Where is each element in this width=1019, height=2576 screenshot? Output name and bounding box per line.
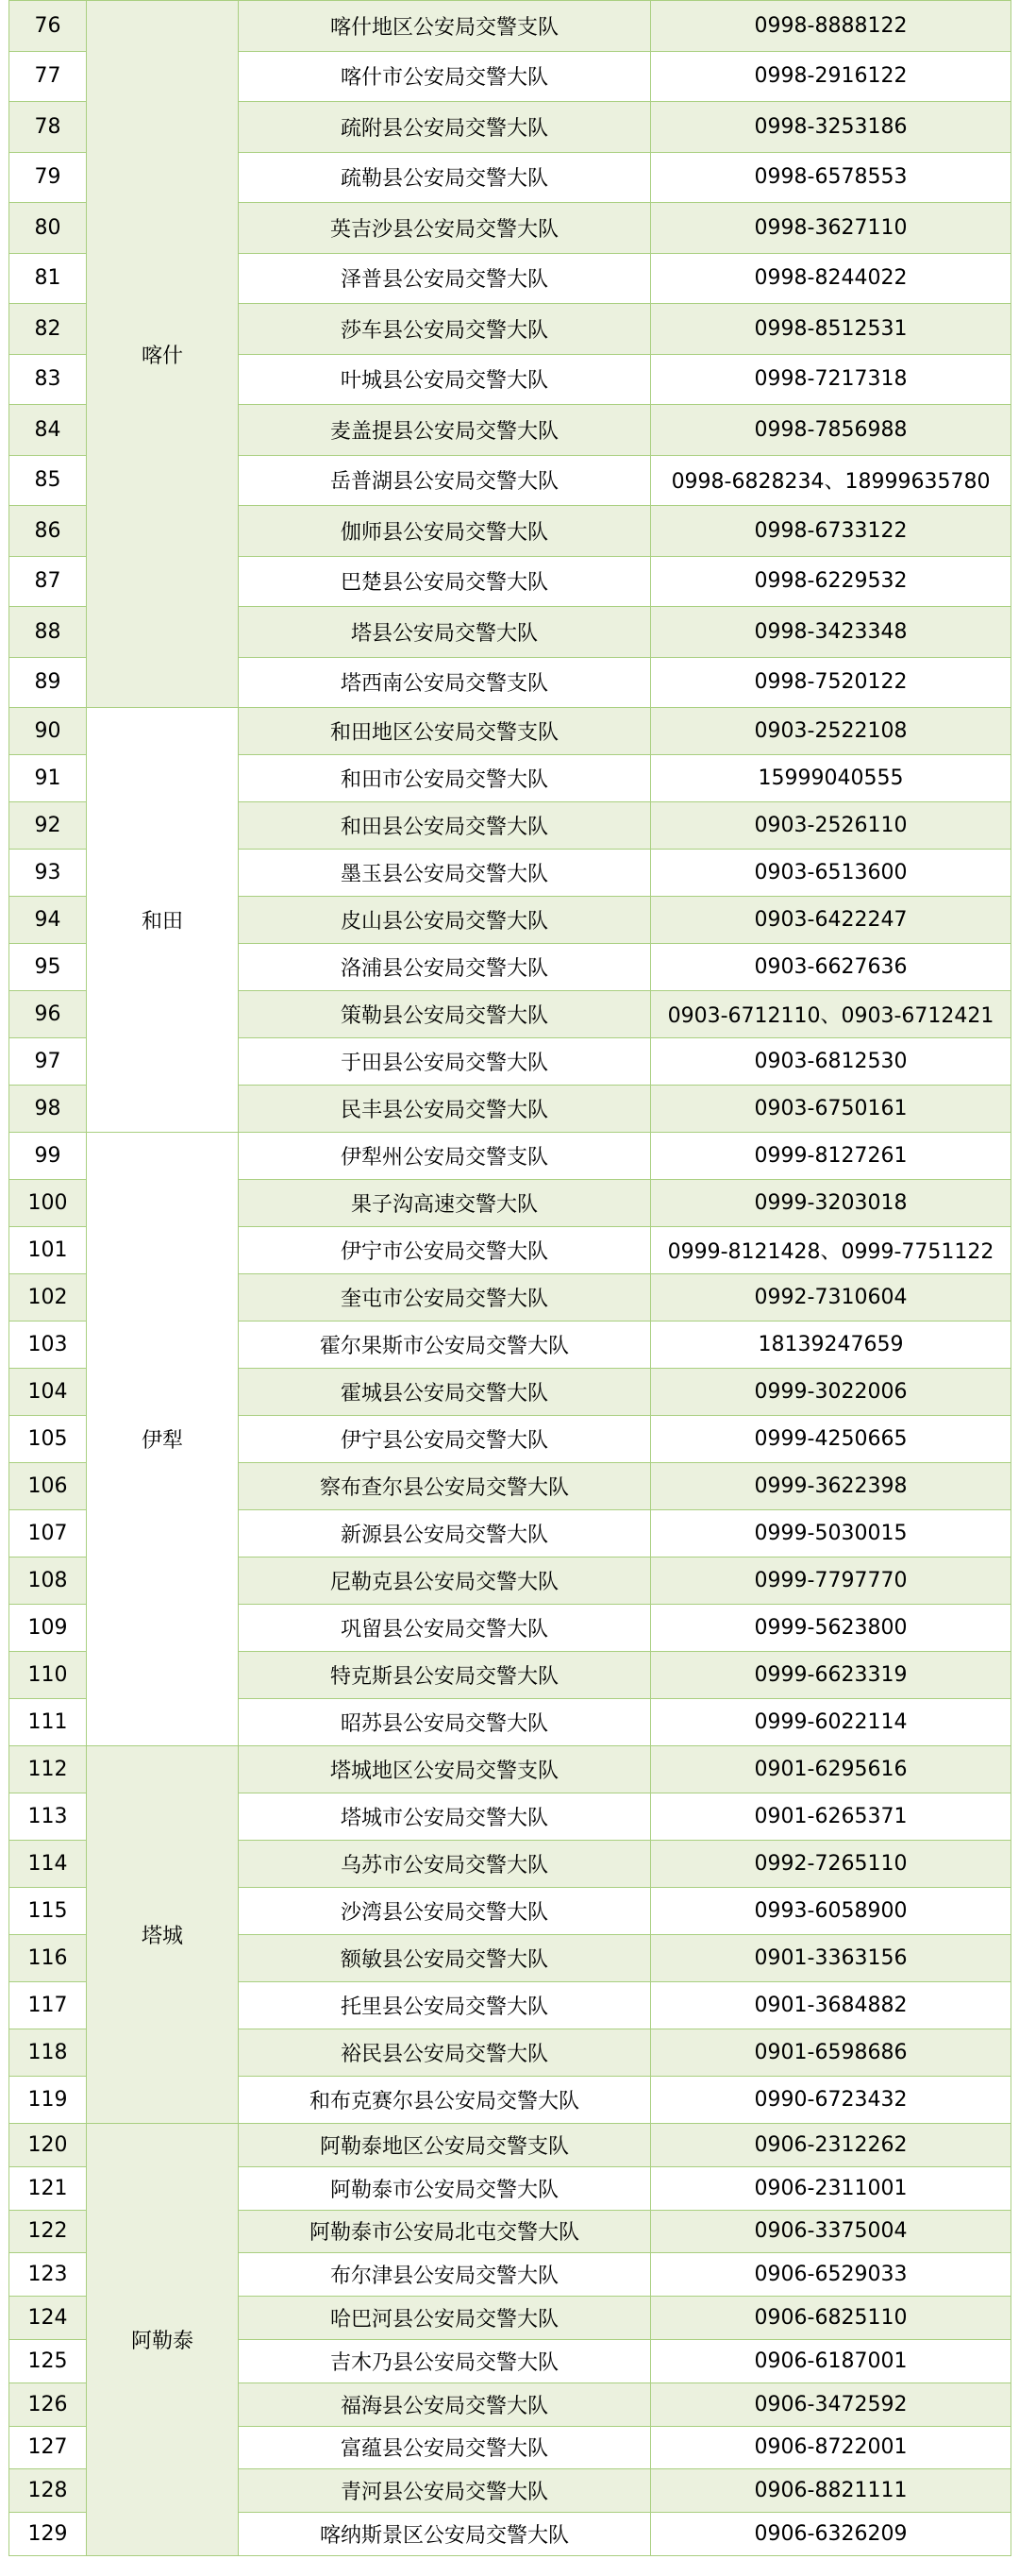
phone-number: 0998-8244022 (651, 253, 1011, 304)
row-number: 112 (9, 1746, 87, 1793)
unit-name: 麦盖提县公安局交警大队 (239, 405, 651, 456)
unit-name: 皮山县公安局交警大队 (239, 897, 651, 944)
row-number: 89 (9, 657, 87, 708)
row-number: 87 (9, 556, 87, 607)
phone-number: 0999-8127261 (651, 1133, 1011, 1180)
phone-number: 0906-6529033 (651, 2253, 1011, 2297)
row-number: 90 (9, 708, 87, 755)
row-number: 105 (9, 1416, 87, 1463)
unit-name: 塔县公安局交警大队 (239, 607, 651, 658)
phone-number: 0906-6326209 (651, 2513, 1011, 2556)
phone-number: 0903-2522108 (651, 708, 1011, 755)
region-cell: 伊犁 (87, 1133, 239, 1746)
phone-number: 0903-6750161 (651, 1086, 1011, 1133)
row-number: 94 (9, 897, 87, 944)
unit-name: 和布克赛尔县公安局交警大队 (239, 2077, 651, 2124)
row-number: 124 (9, 2297, 87, 2340)
phone-number: 0999-7797770 (651, 1557, 1011, 1605)
unit-name: 疏附县公安局交警大队 (239, 102, 651, 153)
unit-name: 特克斯县公安局交警大队 (239, 1652, 651, 1699)
phone-number: 0998-7217318 (651, 354, 1011, 405)
unit-name: 阿勒泰市公安局北屯交警大队 (239, 2210, 651, 2253)
phone-number: 0901-6295616 (651, 1746, 1011, 1793)
row-number: 108 (9, 1557, 87, 1605)
row-number: 79 (9, 152, 87, 203)
unit-name: 阿勒泰地区公安局交警支队 (239, 2124, 651, 2167)
phone-number: 0903-6627636 (651, 944, 1011, 991)
row-number: 123 (9, 2253, 87, 2297)
row-number: 76 (9, 1, 87, 52)
table-row (9, 1746, 1011, 1793)
phone-number: 0993-6058900 (651, 1888, 1011, 1935)
phone-number: 0906-6825110 (651, 2297, 1011, 2340)
row-number: 98 (9, 1086, 87, 1133)
row-number: 83 (9, 354, 87, 405)
table-row (9, 708, 1011, 755)
row-number: 127 (9, 2426, 87, 2469)
phone-number: 0998-6578553 (651, 152, 1011, 203)
unit-name: 塔城地区公安局交警支队 (239, 1746, 651, 1793)
phone-number: 0999-3203018 (651, 1180, 1011, 1227)
phone-number: 0999-6623319 (651, 1652, 1011, 1699)
phone-number: 0903-6712110、0903-6712421 (651, 991, 1011, 1038)
unit-name: 沙湾县公安局交警大队 (239, 1888, 651, 1935)
row-number: 129 (9, 2513, 87, 2556)
unit-name: 奎屯市公安局交警大队 (239, 1274, 651, 1322)
unit-name: 福海县公安局交警大队 (239, 2382, 651, 2426)
phone-number: 0906-2312262 (651, 2124, 1011, 2167)
unit-name: 乌苏市公安局交警大队 (239, 1841, 651, 1888)
phone-number: 0903-2526110 (651, 802, 1011, 850)
phone-number: 0999-6022114 (651, 1699, 1011, 1746)
row-number: 85 (9, 455, 87, 506)
phone-number: 0992-7310604 (651, 1274, 1011, 1322)
phone-number: 0998-7856988 (651, 405, 1011, 456)
unit-name: 策勒县公安局交警大队 (239, 991, 651, 1038)
row-number: 97 (9, 1038, 87, 1086)
unit-name: 塔西南公安局交警支队 (239, 657, 651, 708)
unit-name: 民丰县公安局交警大队 (239, 1086, 651, 1133)
table-row (9, 1, 1011, 52)
phone-number: 0901-3363156 (651, 1935, 1011, 1982)
unit-name: 富蕴县公安局交警大队 (239, 2426, 651, 2469)
unit-name: 英吉沙县公安局交警大队 (239, 203, 651, 254)
phone-number: 0999-5030015 (651, 1510, 1011, 1557)
phone-number: 0998-7520122 (651, 657, 1011, 708)
row-number: 101 (9, 1227, 87, 1274)
unit-name: 哈巴河县公安局交警大队 (239, 2297, 651, 2340)
row-number: 125 (9, 2339, 87, 2382)
unit-name: 莎车县公安局交警大队 (239, 304, 651, 355)
unit-name: 伊宁市公安局交警大队 (239, 1227, 651, 1274)
phone-number: 0998-8888122 (651, 1, 1011, 52)
phone-number: 0998-3253186 (651, 102, 1011, 153)
phone-number: 0998-6733122 (651, 506, 1011, 557)
unit-name: 洛浦县公安局交警大队 (239, 944, 651, 991)
row-number: 111 (9, 1699, 87, 1746)
row-number: 117 (9, 1982, 87, 2029)
region-cell: 塔城 (87, 1746, 239, 2124)
phone-number: 0906-6187001 (651, 2339, 1011, 2382)
unit-name: 新源县公安局交警大队 (239, 1510, 651, 1557)
phone-number: 0903-6513600 (651, 850, 1011, 897)
phone-number: 0992-7265110 (651, 1841, 1011, 1888)
region-cell: 和田 (87, 708, 239, 1133)
row-number: 110 (9, 1652, 87, 1699)
phone-number: 0901-6265371 (651, 1793, 1011, 1841)
row-number: 102 (9, 1274, 87, 1322)
unit-name: 伊宁县公安局交警大队 (239, 1416, 651, 1463)
unit-name: 岳普湖县公安局交警大队 (239, 455, 651, 506)
phone-number: 0998-3423348 (651, 607, 1011, 658)
unit-name: 果子沟高速交警大队 (239, 1180, 651, 1227)
unit-name: 喀什市公安局交警大队 (239, 51, 651, 102)
row-number: 84 (9, 405, 87, 456)
unit-name: 伽师县公安局交警大队 (239, 506, 651, 557)
traffic-police-contact-table (8, 0, 1011, 2556)
row-number: 113 (9, 1793, 87, 1841)
phone-number: 0999-3022006 (651, 1369, 1011, 1416)
phone-number: 0990-6723432 (651, 2077, 1011, 2124)
unit-name: 喀什地区公安局交警支队 (239, 1, 651, 52)
unit-name: 裕民县公安局交警大队 (239, 2029, 651, 2077)
phone-number: 0998-2916122 (651, 51, 1011, 102)
region-cell: 喀什 (87, 1, 239, 708)
row-number: 104 (9, 1369, 87, 1416)
unit-name: 霍尔果斯市公安局交警大队 (239, 1322, 651, 1369)
phone-number: 0906-3472592 (651, 2382, 1011, 2426)
row-number: 99 (9, 1133, 87, 1180)
unit-name: 和田市公安局交警大队 (239, 755, 651, 802)
row-number: 126 (9, 2382, 87, 2426)
table-row (9, 2124, 1011, 2167)
unit-name: 于田县公安局交警大队 (239, 1038, 651, 1086)
phone-number: 0998-8512531 (651, 304, 1011, 355)
unit-name: 巴楚县公安局交警大队 (239, 556, 651, 607)
row-number: 116 (9, 1935, 87, 1982)
row-number: 119 (9, 2077, 87, 2124)
row-number: 120 (9, 2124, 87, 2167)
row-number: 82 (9, 304, 87, 355)
phone-number: 0901-3684882 (651, 1982, 1011, 2029)
unit-name: 察布查尔县公安局交警大队 (239, 1463, 651, 1510)
row-number: 91 (9, 755, 87, 802)
row-number: 114 (9, 1841, 87, 1888)
table-body (9, 1, 1011, 2556)
phone-number: 0903-6812530 (651, 1038, 1011, 1086)
row-number: 115 (9, 1888, 87, 1935)
row-number: 122 (9, 2210, 87, 2253)
phone-number: 0998-6229532 (651, 556, 1011, 607)
phone-number: 0999-5623800 (651, 1605, 1011, 1652)
phone-number: 0999-4250665 (651, 1416, 1011, 1463)
unit-name: 喀纳斯景区公安局交警大队 (239, 2513, 651, 2556)
unit-name: 布尔津县公安局交警大队 (239, 2253, 651, 2297)
phone-number: 0998-6828234、18999635780 (651, 455, 1011, 506)
unit-name: 伊犁州公安局交警支队 (239, 1133, 651, 1180)
phone-number: 18139247659 (651, 1322, 1011, 1369)
row-number: 86 (9, 506, 87, 557)
region-cell: 阿勒泰 (87, 2124, 239, 2556)
row-number: 80 (9, 203, 87, 254)
phone-number: 0999-3622398 (651, 1463, 1011, 1510)
row-number: 106 (9, 1463, 87, 1510)
phone-number: 0906-3375004 (651, 2210, 1011, 2253)
unit-name: 托里县公安局交警大队 (239, 1982, 651, 2029)
row-number: 107 (9, 1510, 87, 1557)
unit-name: 昭苏县公安局交警大队 (239, 1699, 651, 1746)
phone-number: 0903-6422247 (651, 897, 1011, 944)
unit-name: 巩留县公安局交警大队 (239, 1605, 651, 1652)
unit-name: 额敏县公安局交警大队 (239, 1935, 651, 1982)
unit-name: 泽普县公安局交警大队 (239, 253, 651, 304)
phone-number: 0906-8821111 (651, 2469, 1011, 2513)
row-number: 118 (9, 2029, 87, 2077)
row-number: 121 (9, 2166, 87, 2210)
row-number: 128 (9, 2469, 87, 2513)
row-number: 109 (9, 1605, 87, 1652)
row-number: 95 (9, 944, 87, 991)
phone-number: 0901-6598686 (651, 2029, 1011, 2077)
row-number: 96 (9, 991, 87, 1038)
phone-number: 0999-8121428、0999-7751122 (651, 1227, 1011, 1274)
phone-number: 0998-3627110 (651, 203, 1011, 254)
phone-number: 0906-2311001 (651, 2166, 1011, 2210)
row-number: 92 (9, 802, 87, 850)
unit-name: 疏勒县公安局交警大队 (239, 152, 651, 203)
unit-name: 和田县公安局交警大队 (239, 802, 651, 850)
phone-number: 0906-8722001 (651, 2426, 1011, 2469)
row-number: 88 (9, 607, 87, 658)
unit-name: 尼勒克县公安局交警大队 (239, 1557, 651, 1605)
row-number: 103 (9, 1322, 87, 1369)
unit-name: 霍城县公安局交警大队 (239, 1369, 651, 1416)
unit-name: 和田地区公安局交警支队 (239, 708, 651, 755)
unit-name: 墨玉县公安局交警大队 (239, 850, 651, 897)
row-number: 93 (9, 850, 87, 897)
row-number: 77 (9, 51, 87, 102)
unit-name: 叶城县公安局交警大队 (239, 354, 651, 405)
row-number: 78 (9, 102, 87, 153)
phone-number: 15999040555 (651, 755, 1011, 802)
row-number: 81 (9, 253, 87, 304)
unit-name: 吉木乃县公安局交警大队 (239, 2339, 651, 2382)
table-row (9, 1133, 1011, 1180)
unit-name: 青河县公安局交警大队 (239, 2469, 651, 2513)
unit-name: 塔城市公安局交警大队 (239, 1793, 651, 1841)
unit-name: 阿勒泰市公安局交警大队 (239, 2166, 651, 2210)
row-number: 100 (9, 1180, 87, 1227)
